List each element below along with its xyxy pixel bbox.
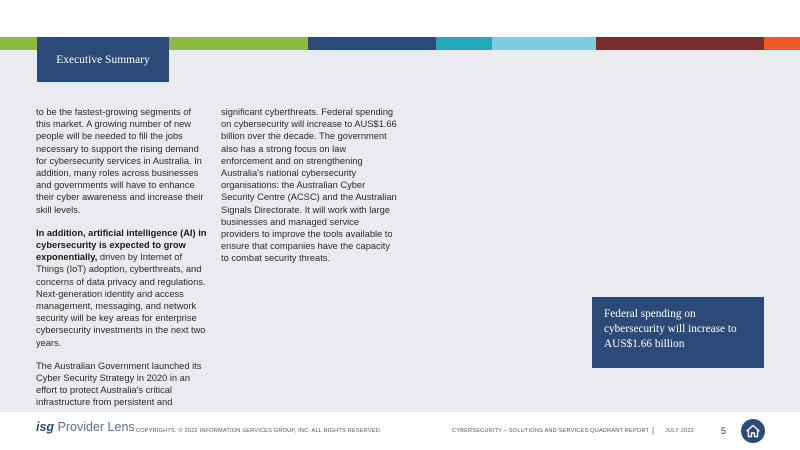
report-title: CYBERSECURITY – SOLUTIONS AND SERVICES QUADRANT REPORT [452,428,650,434]
home-icon [746,424,760,438]
text-column-left [36,106,208,420]
report-date: JULY 2022 [665,428,694,434]
paragraph [36,227,208,349]
footer-separator: | [652,426,655,435]
stripe-light-blue [492,37,596,50]
text-column-middle [221,106,397,276]
paragraph: to be the fastest-growing segments of this market. A growing number of new people will be needed to fill the jobs necessary to support the rising demand for cybersecurity services in Australia. In addition, many roles across businesses and governments will have to enhance their cyber awareness and increase their skill levels. [36,107,204,215]
logo-isg: isg [36,420,55,434]
section-title: Executive Summary [37,37,169,82]
home-button[interactable] [741,419,765,443]
bold-lead: In addition, artificial intelligence (AI) in cybersecurity is expected to grow exponentially, [36,227,207,263]
paragraph: significant cyberthreats. Federal spending on cybersecurity will increase to AUS$1.66 billion over the decade. The government also has a strong focus on law enforcement and on strengthening Australia's national cybersecurity organisations: the Australian Cyber Security Centre (ACSC) and the Australian Signals Directorate. It will work with large businesses and managed service providers to improve the tools available to ensure that companies have the capacity to combat security threats. [221,107,397,264]
isg-provider-lens-logo [36,420,135,434]
paragraph: The Australian Government launched its Cyber Security Strategy in 2020 in an effort to protect Australia's critical infrastructure from persistent and [36,360,202,408]
paragraph-text: driven by Internet of Things (IoT) adoption, cyberthreats, and concerns of data privacy and regulations. Next-generation identity and access management, messaging, and network security will be key areas for enterprise cybersecurity investments in the next two years. [36,252,206,348]
copyright-text: COPYRIGHTS. © 2022 INFORMATION SERVICES GROUP, INC. ALL RIGHTS RESERVED. [136,428,382,434]
stripe-maroon [596,37,764,50]
stripe-navy [308,37,436,50]
page-number: 5 [721,426,727,436]
logo-text: Provider Lens [54,420,135,434]
callout-box: Federal spending on cybersecurity will increase to AUS$1.66 billion [592,297,764,368]
stripe-teal [436,37,492,50]
stripe-orange [764,37,800,50]
